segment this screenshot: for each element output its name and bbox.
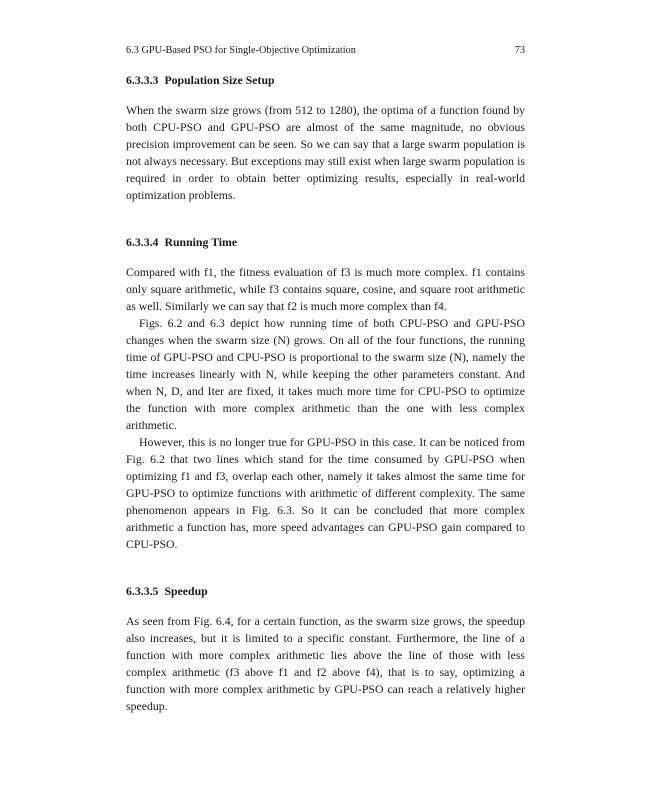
section-heading	[126, 583, 525, 599]
section-population-size	[126, 72, 525, 204]
paragraph: When the swarm size grows (from 512 to 1280), the optima of a function found by both CPU-PSO and GPU-PSO are almost of the same magnitude, no obvious precision improvement can be seen. So we can say that a large swarm population is not always necessary. But exceptions may still exist when large swarm population is required in order to obtain better optimizing results, especially in real-world optimization problems.	[126, 103, 525, 202]
section-number: 6.3.3.3	[126, 73, 159, 87]
running-head-section: 6.3 GPU-Based PSO for Single-Objective Optimization	[126, 45, 356, 56]
section-title: Speedup	[164, 584, 208, 598]
section-title: Running Time	[164, 235, 238, 249]
book-page	[126, 44, 525, 745]
section-heading	[126, 72, 525, 88]
paragraph: As seen from Fig. 6.4, for a certain function, as the swarm size grows, the speedup also increases, but it is limited to a specific constant. Furthermore, the line of a function with more complex arithmetic lies above the line of those with less complex arithmetic (f3 above f1 and f2 above f4), that is to say, optimizing a function with more complex arithmetic by GPU-PSO can reach a relatively higher speedup.	[126, 614, 525, 713]
running-head	[126, 44, 525, 58]
section-title: Population Size Setup	[164, 73, 275, 87]
paragraph: Figs. 6.2 and 6.3 depict how running time of both CPU-PSO and GPU-PSO changes when the swarm size (N) grows. On all of the four functions, the running time of GPU-PSO and CPU-PSO is proportional to the swarm size (N), namely the time increases linearly with N, while keeping the other parameters constant. And when N, D, and Iter are fixed, it takes much more time for CPU-PSO to optimize the function with more complex arithmetic than the one with less complex arithmetic.	[126, 316, 525, 432]
section-heading	[126, 234, 525, 250]
section-number: 6.3.3.4	[126, 235, 159, 249]
page-number: 73	[514, 45, 525, 56]
section-number: 6.3.3.5	[126, 584, 159, 598]
section-running-time	[126, 234, 525, 553]
paragraph: Compared with f1, the fitness evaluation of f3 is much more complex. f1 contains only square arithmetic, while f3 contains square, cosine, and square root arithmetic as well. Similarly we can say that f2 is much more complex than f4.	[126, 265, 525, 313]
paragraph: However, this is no longer true for GPU-PSO in this case. It can be noticed from Fig. 6.2 that two lines which stand for the time consumed by GPU-PSO when optimizing f1 and f3, overlap each other, namely it takes almost the same time for GPU-PSO to optimize functions with arithmetic of different complexity. The same phenomenon appears in Fig. 6.3. So it can be concluded that more complex arithmetic a function has, more speed advantages can GPU-PSO gain compared to CPU-PSO.	[126, 435, 525, 551]
section-speedup	[126, 583, 525, 715]
